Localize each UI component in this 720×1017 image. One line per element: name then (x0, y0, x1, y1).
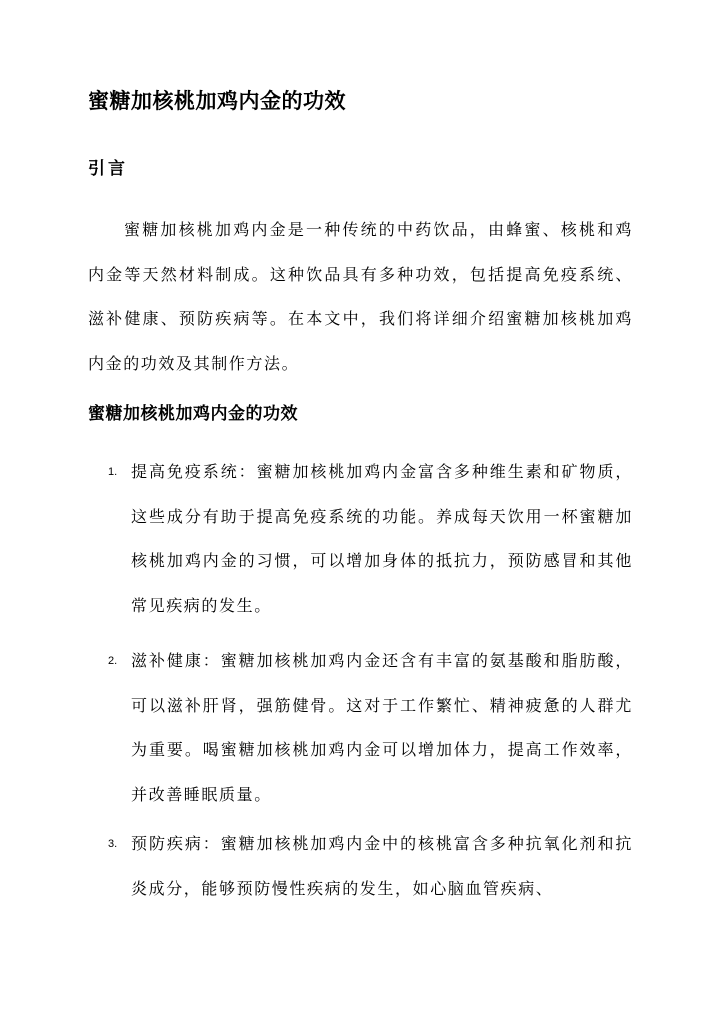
list-item-number: 1. (108, 466, 118, 478)
list-item-text: 预防疾病：蜜糖加核桃加鸡内金中的核桃富含多种抗氧化剂和抗炎成分，能够预防慢性疾病的发生，如心脑血管疾病、 (131, 834, 633, 898)
intro-heading: 引言 (88, 159, 128, 179)
list-item-text: 滋补健康：蜜糖加核桃加鸡内金还含有丰富的氨基酸和脂肪酸，可以滋补肝肾，强筋健骨。这对于工作繁忙、精神疲惫的人群尤为重要。喝蜜糖加核桃加鸡内金可以增加体力，提高工作效率，并改善睡眠质量。 (131, 651, 633, 805)
intro-paragraph: 蜜糖加核桃加鸡内金是一种传统的中药饮品，由蜂蜜、核桃和鸡内金等天然材料制成。这种饮品具有多种功效，包括提高免疫系统、滋补健康、预防疾病等。在本文中，我们将详细介绍蜜糖加核桃加鸡内金的功效及其制作方法。 (88, 220, 633, 374)
list-item (108, 639, 633, 818)
list-item (108, 450, 633, 629)
effects-heading: 蜜糖加核桃加鸡内金的功效 (88, 404, 298, 424)
list-item (108, 822, 633, 911)
document-title: 蜜糖加核桃加鸡内金的功效 (88, 88, 346, 113)
list-item-text: 提高免疫系统：蜜糖加核桃加鸡内金富含多种维生素和矿物质，这些成分有助于提高免疫系统的功能。养成每天饮用一杯蜜糖加核桃加鸡内金的习惯，可以增加身体的抵抗力，预防感冒和其他常见疾病的发生。 (131, 462, 633, 616)
list-item-number: 3. (108, 838, 118, 850)
list-item-number: 2. (108, 655, 118, 667)
